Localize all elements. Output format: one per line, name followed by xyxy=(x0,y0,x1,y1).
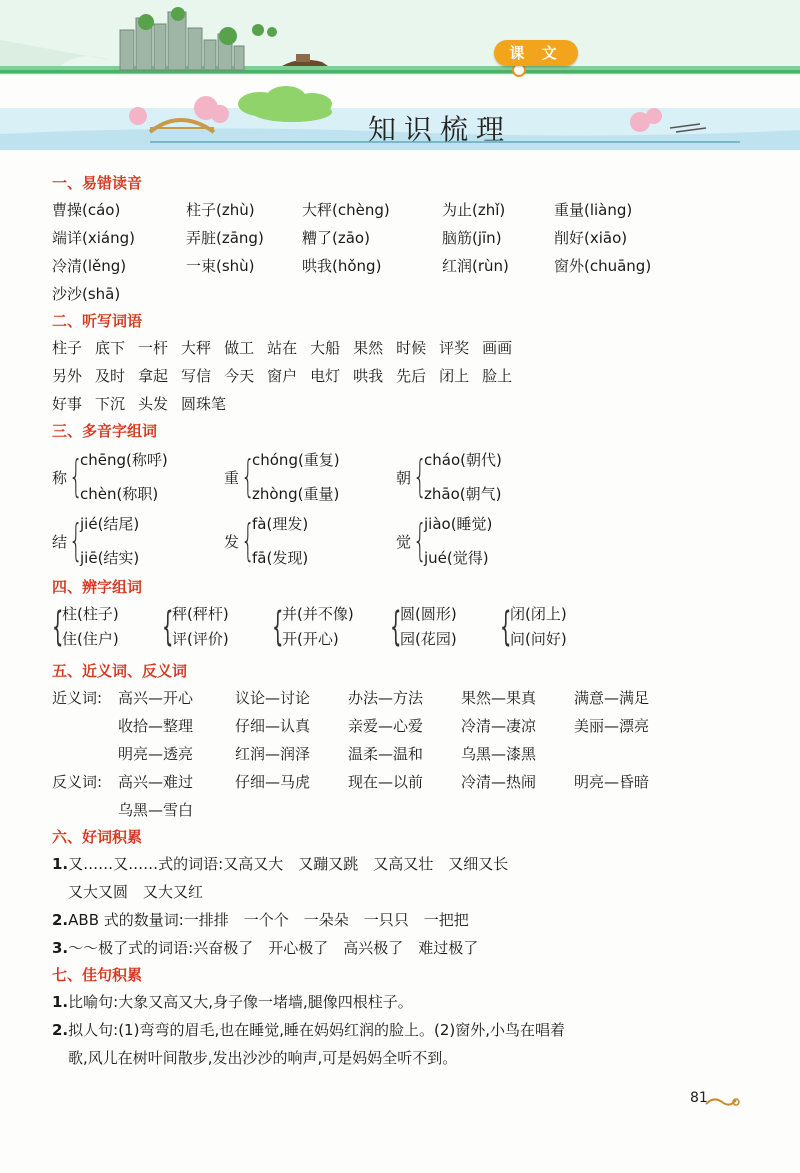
brace-icon: { xyxy=(52,604,64,650)
reading: jiē(结实) xyxy=(80,549,140,567)
pron-item: 脑筋(jīn) xyxy=(442,229,502,247)
ant-item: 高兴—难过 xyxy=(118,773,194,791)
word-row xyxy=(52,390,742,418)
polyphone-item xyxy=(396,510,568,572)
ant-item: 乌黑—雪白 xyxy=(118,801,194,819)
pair-word: 住(住户) xyxy=(62,630,119,648)
word: 做工 xyxy=(224,339,255,357)
polyphone-item xyxy=(224,446,396,508)
pair-word: 开(开心) xyxy=(282,630,339,648)
ant-item: 明亮—昏暗 xyxy=(574,773,650,791)
line-text: 拟人句:(1)弯弯的眉毛,也在睡觉,睡在妈妈红润的脸上。(2)窗外,小鸟在唱着 xyxy=(68,1021,565,1039)
section-heading: 五、近义词、反义词 xyxy=(52,662,188,680)
word: 闭上 xyxy=(439,367,470,385)
brace-icon: { xyxy=(241,451,255,502)
word: 下沉 xyxy=(95,395,126,413)
section-heading: 一、易错读音 xyxy=(52,174,143,192)
polyphone-item xyxy=(52,446,224,508)
syn-item: 冷清—凄凉 xyxy=(461,717,537,735)
syn-item: 议论—讨论 xyxy=(235,689,311,707)
good-words-line xyxy=(52,906,742,934)
pron-item: 削好(xiāo) xyxy=(554,229,628,247)
pron-item: 端详(xiáng) xyxy=(52,229,135,247)
word: 脸上 xyxy=(482,367,513,385)
pron-item: 红润(rùn) xyxy=(442,257,509,275)
page-title: 知识梳理 xyxy=(367,113,512,146)
pair-word: 评(评价) xyxy=(172,630,229,648)
syn-item: 办法—方法 xyxy=(348,689,424,707)
swirl-ornament-icon xyxy=(704,1094,740,1112)
syn-item: 乌黑—漆黑 xyxy=(461,745,537,763)
dictation-list xyxy=(52,334,742,418)
word: 评奖 xyxy=(439,339,470,357)
syn-item: 满意—满足 xyxy=(574,689,650,707)
syn-item: 红润—润泽 xyxy=(235,745,311,763)
pair-word: 并(并不像) xyxy=(282,605,354,623)
reading: chēng(称呼) xyxy=(80,451,168,469)
good-words-line xyxy=(52,934,742,962)
item-number: 1. xyxy=(52,855,69,873)
brace-icon: { xyxy=(390,604,402,650)
item-number: 1. xyxy=(52,993,69,1011)
pronunciation-list xyxy=(52,196,742,308)
polyphone-item xyxy=(224,510,396,572)
synonym-list xyxy=(52,684,742,824)
word: 果然 xyxy=(353,339,384,357)
reading: fā(发现) xyxy=(252,549,309,567)
ant-item: 仔细—马虎 xyxy=(235,773,311,791)
line-text: ～～极了式的词语:兴奋极了 开心极了 高兴极了 难过极了 xyxy=(68,939,479,957)
pron-item: 糟了(zāo) xyxy=(302,229,370,247)
brace-icon: { xyxy=(413,451,427,502)
item-number: 2. xyxy=(52,911,69,929)
sentence-line xyxy=(52,1016,742,1044)
word: 哄我 xyxy=(353,367,384,385)
pron-item: 大秤(chèng) xyxy=(302,201,390,219)
char-pairs xyxy=(52,602,742,652)
pron-item: 弄脏(zāng) xyxy=(186,229,264,247)
syn-item: 收拾—整理 xyxy=(118,717,194,735)
word: 写信 xyxy=(181,367,212,385)
brace-icon: { xyxy=(69,451,83,502)
word: 圆珠笔 xyxy=(181,395,227,413)
item-number: 2. xyxy=(52,1021,69,1039)
word: 先后 xyxy=(396,367,427,385)
syn-item: 明亮—透亮 xyxy=(118,745,194,763)
char-pair xyxy=(52,602,162,652)
polyphone-item xyxy=(52,510,224,572)
polyphone-char: 结 xyxy=(52,532,68,551)
pron-item: 为止(zhǐ) xyxy=(442,201,506,219)
ant-row xyxy=(52,768,742,796)
pron-item: 窗外(chuāng) xyxy=(554,257,652,275)
word: 站在 xyxy=(267,339,298,357)
pair-word: 柱(柱子) xyxy=(62,605,119,623)
antonym-label: 反义词: xyxy=(52,773,103,791)
reading: chóng(重复) xyxy=(252,451,340,469)
pron-item: 柱子(zhù) xyxy=(186,201,255,219)
word: 一杆 xyxy=(138,339,169,357)
pair-word: 园(花园) xyxy=(400,630,457,648)
syn-row xyxy=(52,684,742,712)
word-row xyxy=(52,362,742,390)
word: 大秤 xyxy=(181,339,212,357)
word: 电灯 xyxy=(310,367,341,385)
polyphone-char: 称 xyxy=(52,468,68,487)
pron-row xyxy=(52,252,742,280)
pron-row xyxy=(52,280,742,308)
line-text: 比喻句:大象又高又大,身子像一堵墙,腿像四根柱子。 xyxy=(68,993,413,1011)
section-heading: 四、辨字组词 xyxy=(52,578,143,596)
line-text: 歌,风儿在树叶间散步,发出沙沙的响声,可是妈妈全听不到。 xyxy=(68,1049,458,1067)
pron-item: 重量(liàng) xyxy=(554,201,633,219)
word: 头发 xyxy=(138,395,169,413)
pron-item: 冷清(lěng) xyxy=(52,257,127,275)
reading: zhāo(朝气) xyxy=(424,485,502,503)
pair-word: 闭(闭上) xyxy=(510,605,567,623)
pron-item: 曹操(cáo) xyxy=(52,201,121,219)
page-header xyxy=(0,0,800,150)
pron-item: 一束(shù) xyxy=(186,257,255,275)
section-heading: 三、多音字组词 xyxy=(52,422,158,440)
reading: zhòng(重量) xyxy=(252,485,340,503)
synonym-label: 近义词: xyxy=(52,689,103,707)
polyphone-item xyxy=(396,446,568,508)
syn-item: 美丽—漂亮 xyxy=(574,717,650,735)
ant-item: 现在—以前 xyxy=(348,773,424,791)
section-heading: 六、好词积累 xyxy=(52,828,143,846)
lesson-tag: 课 文 xyxy=(494,40,578,66)
pron-row xyxy=(52,196,742,224)
syn-item: 温柔—温和 xyxy=(348,745,424,763)
polyphone-char: 重 xyxy=(224,468,240,487)
syn-item: 仔细—认真 xyxy=(235,717,311,735)
section-heading: 七、佳句积累 xyxy=(52,966,143,984)
polyphone-char: 发 xyxy=(224,532,240,551)
syn-row xyxy=(52,712,742,740)
reading: fà(理发) xyxy=(252,515,309,533)
brace-icon: { xyxy=(162,604,174,650)
sentence-line xyxy=(52,1044,742,1072)
word: 底下 xyxy=(95,339,126,357)
sentence-line xyxy=(52,988,742,1016)
ant-row xyxy=(52,796,742,824)
word: 好事 xyxy=(52,395,83,413)
word: 拿起 xyxy=(138,367,169,385)
char-pair xyxy=(500,602,610,652)
reading: cháo(朝代) xyxy=(424,451,502,469)
item-number: 3. xyxy=(52,939,69,957)
pron-item: 沙沙(shā) xyxy=(52,285,121,303)
good-words-line xyxy=(52,878,742,906)
polyphone-grid xyxy=(52,446,742,574)
brace-icon: { xyxy=(413,515,427,566)
ant-item: 冷清—热闹 xyxy=(461,773,537,791)
reading: jié(结尾) xyxy=(80,515,140,533)
good-words xyxy=(52,850,742,962)
page-number: 81 xyxy=(690,1090,708,1106)
good-sentences xyxy=(52,988,742,1072)
word-row xyxy=(52,334,742,362)
pron-item: 哄我(hǒng) xyxy=(302,257,382,275)
word: 画画 xyxy=(482,339,513,357)
reading: chèn(称职) xyxy=(80,485,159,503)
content xyxy=(52,170,742,1072)
word: 及时 xyxy=(95,367,126,385)
brace-icon: { xyxy=(500,604,512,650)
pair-word: 秤(秤杆) xyxy=(172,605,229,623)
polyphone-char: 朝 xyxy=(396,468,412,487)
syn-item: 果然—果真 xyxy=(461,689,537,707)
good-words-line xyxy=(52,850,742,878)
brace-icon: { xyxy=(241,515,255,566)
pair-word: 问(问好) xyxy=(510,630,567,648)
brace-icon: { xyxy=(69,515,83,566)
section-heading: 二、听写词语 xyxy=(52,312,143,330)
pron-row xyxy=(52,224,742,252)
char-pair xyxy=(272,602,390,652)
word: 窗户 xyxy=(267,367,298,385)
polyphone-char: 觉 xyxy=(396,532,412,551)
reading: jué(觉得) xyxy=(424,549,489,567)
syn-row xyxy=(52,740,742,768)
word: 另外 xyxy=(52,367,83,385)
word: 大船 xyxy=(310,339,341,357)
reading: jiào(睡觉) xyxy=(424,515,493,533)
syn-item: 高兴—开心 xyxy=(118,689,194,707)
line-text: ABB 式的数量词:一排排 一个个 一朵朵 一只只 一把把 xyxy=(68,911,469,929)
char-pair xyxy=(390,602,500,652)
pair-word: 圆(圆形) xyxy=(400,605,457,623)
word: 时候 xyxy=(396,339,427,357)
syn-item: 亲爱—心爱 xyxy=(348,717,424,735)
word: 今天 xyxy=(224,367,255,385)
line-text: 又……又……式的词语:又高又大 又蹦又跳 又高又壮 又细又长 xyxy=(68,855,509,873)
brace-icon: { xyxy=(272,604,284,650)
char-pair xyxy=(162,602,272,652)
word: 柱子 xyxy=(52,339,83,357)
line-text: 又大又圆 又大又红 xyxy=(68,883,204,901)
